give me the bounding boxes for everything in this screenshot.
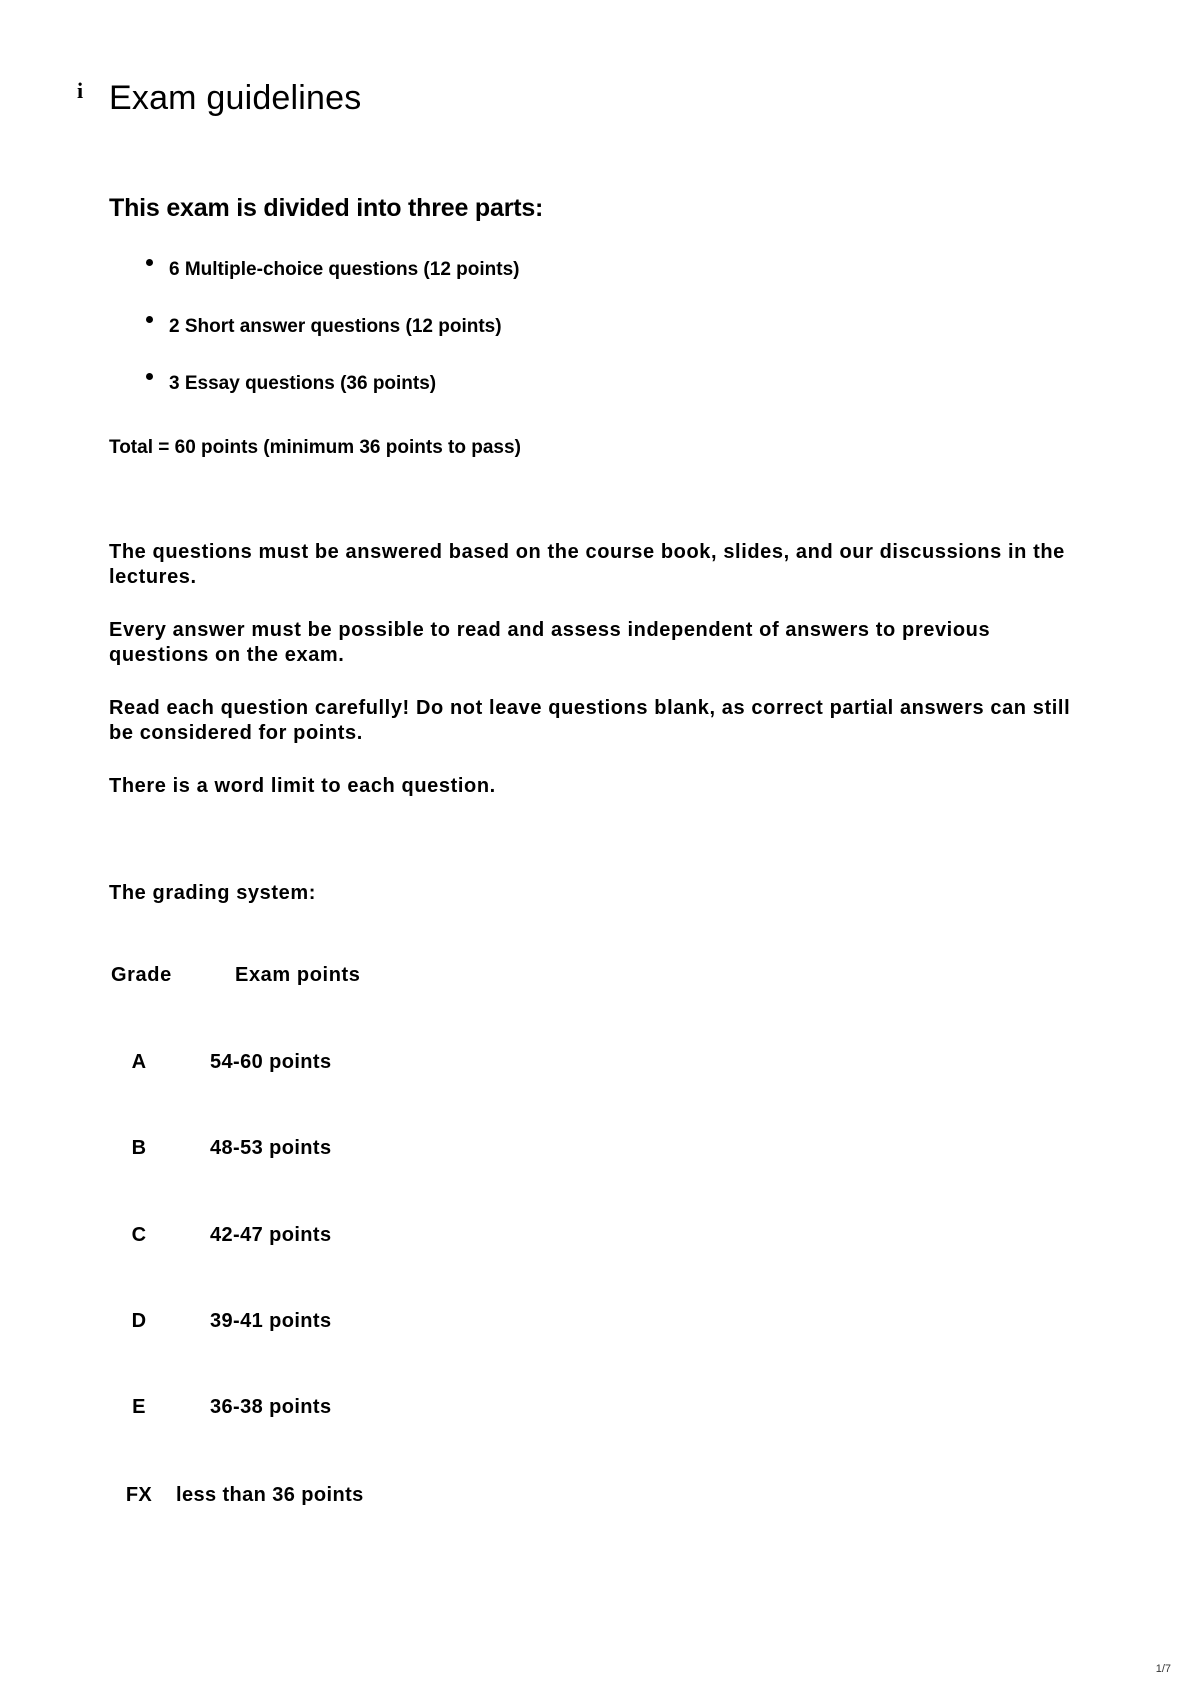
parts-heading: This exam is divided into three parts: [109, 194, 544, 222]
grade-cell: FX [125, 1484, 153, 1506]
bullet-icon [146, 259, 153, 266]
part-label: 3 Essay questions (36 points) [169, 373, 437, 394]
bullet-icon [146, 373, 153, 380]
page-title: Exam guidelines [109, 79, 362, 117]
table-row [109, 1309, 469, 1334]
part-label: 2 Short answer questions (12 points) [169, 316, 502, 337]
page-number: 1/7 [1155, 1663, 1171, 1675]
grade-cell: E [132, 1396, 146, 1418]
bullet-icon [146, 316, 153, 323]
table-row [109, 1395, 469, 1420]
list-item [109, 315, 519, 372]
points-cell: 54-60 points [210, 1051, 332, 1073]
points-cell: less than 36 points [176, 1484, 364, 1506]
table-row [109, 1136, 469, 1161]
list-item [109, 258, 519, 315]
grade-table-header [109, 963, 469, 988]
grade-cell: B [131, 1137, 147, 1159]
grade-cell: D [131, 1310, 147, 1332]
table-row [109, 1223, 469, 1248]
grade-column-header: Grade [111, 964, 172, 986]
table-row [109, 1050, 469, 1075]
grade-table [109, 963, 469, 1506]
instruction-paragraph: There is a word limit to each question. [109, 775, 496, 797]
total-points: Total = 60 points (minimum 36 points to pass) [109, 437, 521, 458]
instruction-paragraph: Every answer must be possible to read and assess independent of answers to previous questions on the exam. [109, 619, 991, 666]
points-column-header: Exam points [235, 964, 361, 986]
grade-cell: C [131, 1224, 147, 1246]
points-cell: 42-47 points [210, 1224, 332, 1246]
part-label: 6 Multiple-choice questions (12 points) [169, 259, 520, 280]
grading-heading: The grading system: [109, 882, 316, 904]
points-cell: 48-53 points [210, 1137, 332, 1159]
points-cell: 36-38 points [210, 1396, 332, 1418]
grade-cell: A [131, 1051, 147, 1073]
info-icon: i [77, 78, 84, 103]
instruction-paragraph: Read each question carefully! Do not leave questions blank, as correct partial answers can still be considered for points. [109, 697, 1071, 744]
list-item [109, 372, 519, 429]
table-row [109, 1483, 469, 1508]
parts-list [109, 258, 519, 429]
instruction-paragraph: The questions must be answered based on the course book, slides, and our discussions in the lectures. [109, 541, 1065, 588]
instructions [109, 540, 1094, 827]
points-cell: 39-41 points [210, 1310, 332, 1332]
